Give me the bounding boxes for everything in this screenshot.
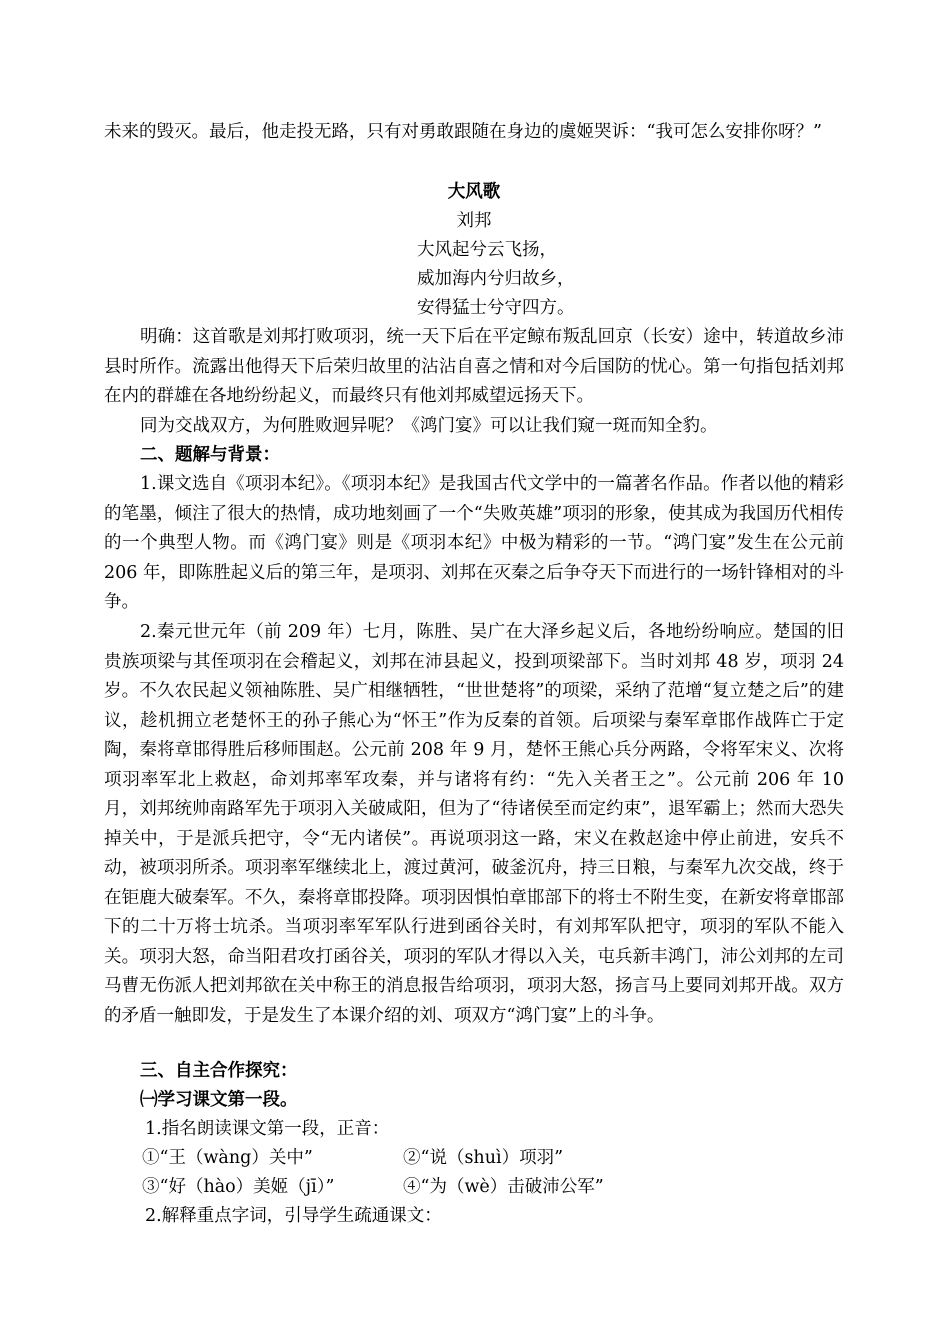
explain-paragraph: 明确：这首歌是刘邦打败项羽，统一天下后在平定鲸布叛乱回京（长安）途中，转道故乡沛县时所作。流露出他得天下后荣归故里的沾沾自喜之情和对今后国防的忧心。第一句指包括刘邦在内的群雄在各地纷纷起义，而最终只有他刘邦威望远扬天下。 xyxy=(104,327,844,406)
pronunciation-item: ①“王（wàng）关中” xyxy=(142,1148,313,1168)
poem-line-2: 威加海内兮归故乡， xyxy=(417,269,575,289)
section3-item-1: 1.指名朗读课文第一段，正音： xyxy=(145,1119,390,1139)
pronunciation-item: ③“好（hào）美姬（jī）” xyxy=(142,1177,335,1197)
section2-paragraph-1: 1.课文选自《项羽本纪》。《项羽本纪》是我国古代文学中的一篇著名作品。作者以他的精彩的笔墨，倾注了很大的热情，成功地刻画了一个“失败英雄”项羽的形象，使其成为我国历代相传的一个典型人物。而《鸿门宴》则是《项羽本纪》中极为精彩的一节。“鸿门宴”发生在公元前 206 年，即陈胜起义后的第三年，是项羽、刘邦在灭秦之后争夺天下而进行的一场针锋相对的斗争。 xyxy=(104,474,844,612)
section2-heading: 二、题解与背景： xyxy=(140,445,280,465)
poem-line-3: 安得猛士兮守四方。 xyxy=(417,298,575,318)
section2-paragraph-2: 2.秦元世元年（前 209 年）七月，陈胜、吴广在大泽乡起义后，各地纷纷响应。楚国的旧贵族项梁与其侄项羽在会稽起义，刘邦在沛县起义，投到项梁部下。当时刘邦 48 岁，项羽 24 岁。不久农民起义领袖陈胜、吴广相继牺牲，“世世楚将”的项梁，采纳了范增“复立楚之后”的建议，趁机拥立老楚怀王的孙子熊心为“怀王”作为反秦的首领。后项梁与秦军章邯作战阵亡于定陶，秦将章邯得胜后移师围赵。公元前 208 年 9 月，楚怀王熊心兵分两路，令将军宋义、次将项羽率军北上救赵，命刘邦率军攻秦，并与诸将有约：“先入关者王之”。公元前 206 年 10 月，刘邦统帅南路军先于项羽入关破咸阳，但为了“待诸侯至而定约束”，退军霸上；然而大恐失掉关中，于是派兵把守，令“无内诸侯”。再说项羽这一路，宋义在救赵途中停止前进，安兵不动，被项羽所杀。项羽率军继续北上，渡过黄河，破釜沉舟，持三日粮，与秦军九次交战，终于在钜鹿大破秦军。不久，秦将章邯投降。项羽因惧怕章邯部下的将士不附生变，在新安将章邯部下的二十万将士坑杀。当项羽率军军队行进到函谷关时，有刘邦军队把守，项羽的军队不能入关。项羽大怒，命当阳君攻打函谷关，项羽的军队才得以入关，屯兵新丰鸿门，沛公刘邦的左司马曹无伤派人把刘邦欲在关中称王的消息报告给项羽，项羽大怒，扬言马上要同刘邦开战。双方的矛盾一触即发，于是发生了本课介绍的刘、项双方“鸿门宴”上的斗争。 xyxy=(104,622,844,1026)
poem-author: 刘邦 xyxy=(456,211,492,231)
poem-title: 大风歌 xyxy=(447,182,501,202)
section3-item-2: 2.解释重点字词，引导学生疏通课文： xyxy=(145,1206,442,1226)
pronunciation-item: ④“为（wè）击破沛公军” xyxy=(403,1177,604,1197)
pronunciation-item: ②“说（shuì）项羽” xyxy=(403,1148,564,1168)
poem-line-1: 大风起兮云飞扬， xyxy=(417,240,557,260)
section3-heading: 三、自主合作探究： xyxy=(140,1061,298,1081)
pronunciation-row xyxy=(142,1173,702,1203)
intro-paragraph: 未来的毁灭。最后，他走投无路，只有对勇敢跟随在身边的虞姬哭诉：“我可怎么安排你呀？” xyxy=(104,122,822,142)
pronunciation-row xyxy=(142,1144,702,1174)
transition-paragraph: 同为交战双方，为何胜败迥异呢？《鸿门宴》可以让我们窥一斑而知全豹。 xyxy=(140,416,718,436)
section3-subheading: ㈠学习课文第一段。 xyxy=(140,1090,298,1110)
